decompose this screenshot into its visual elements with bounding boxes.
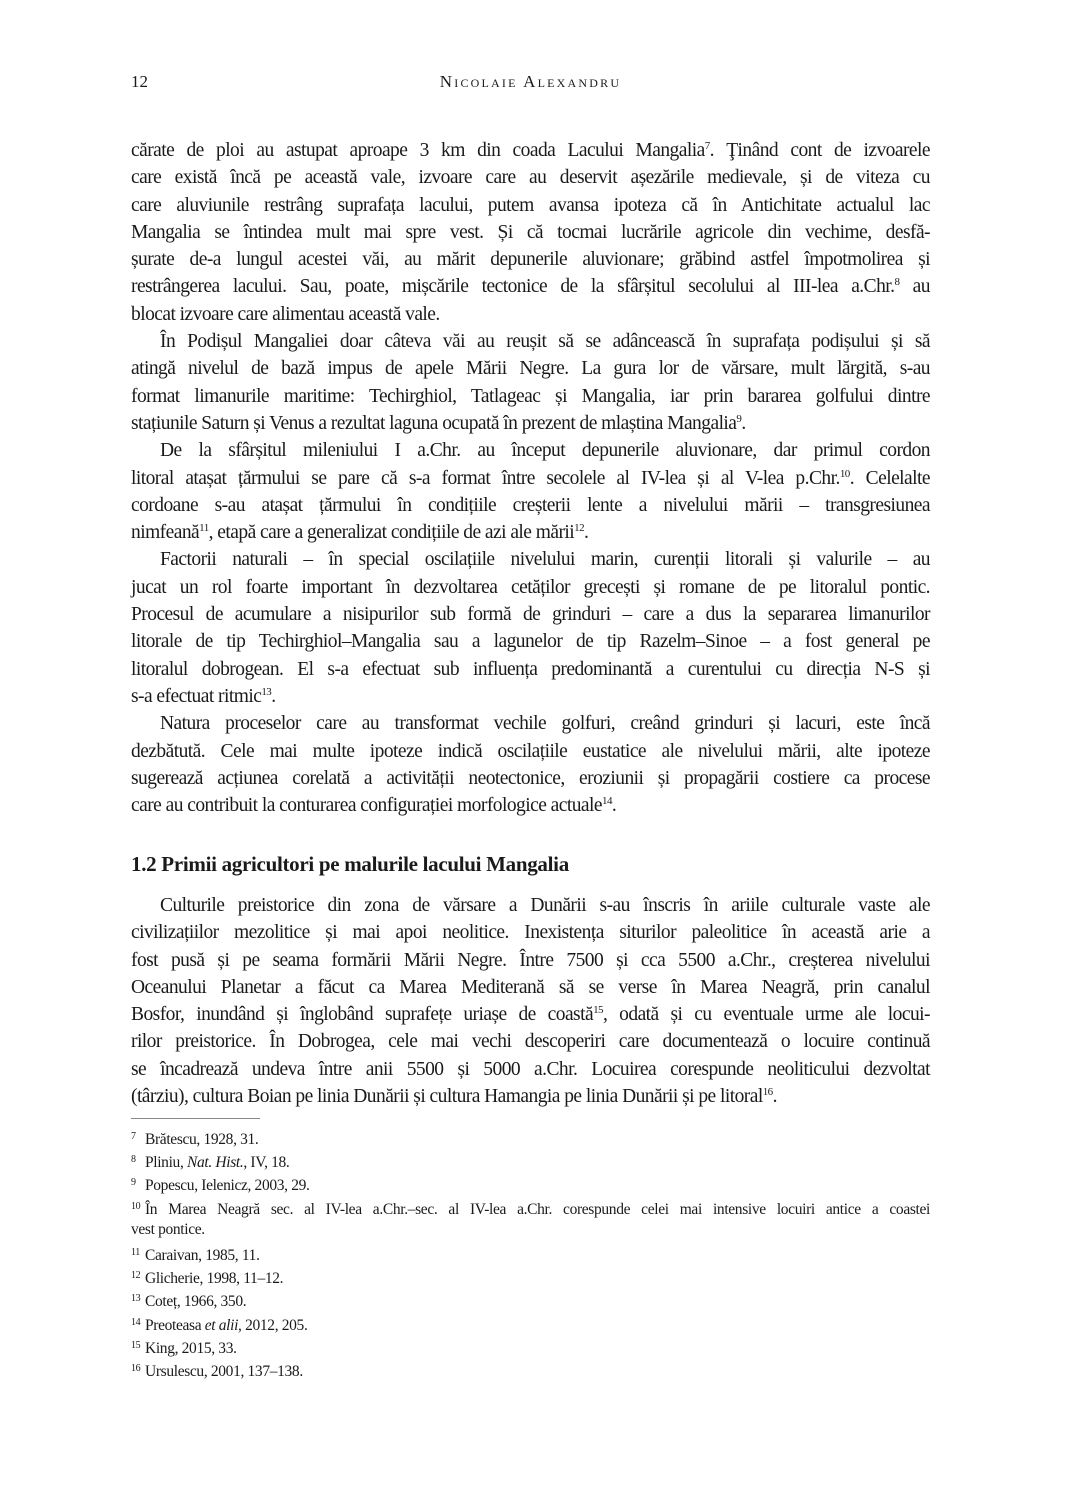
footnotes (131, 1125, 930, 1380)
footnote-reference[interactable]: 11 (199, 522, 209, 535)
footnote-reference[interactable]: 10 (839, 467, 850, 480)
footnote: 7 Brătescu, 1928, 31. (131, 1125, 930, 1148)
footnote-number: 16 (131, 1362, 141, 1374)
text-line: civilizațiilor mezolitice și mai apoi neolitice. Inexistența siturilor paleolitice în această arie a (131, 922, 930, 944)
text-line: Bosfor, inundând și înglobând suprafețe uriașe de coastă$^{15}$, odată și cu eventuale urme ale locui- (131, 1004, 930, 1026)
footnote: 16 Ursulescu, 2001, 137–138. (131, 1357, 930, 1380)
text-line: Natura proceselor care au transformat vechile golfuri, creând grinduri și lacuri, este încă (160, 713, 930, 735)
footnote-number: 15 (131, 1339, 141, 1351)
text-line: care aluviunile restrâng suprafața lacului, putem avansa ipoteza că în Antichitate actualul lac (131, 194, 930, 216)
text-line: dezbătută. Cele mai multe ipoteze indică oscilațiile eustatice ale nivelului mării, alte ipoteze (131, 740, 930, 762)
footnote-continuation: vest pontice. (131, 1220, 205, 1238)
footnote-number: 10 (131, 1200, 141, 1212)
running-header (131, 70, 930, 96)
body-text-section-2 (131, 892, 930, 1110)
footnote: 14 Preoteasa et alii, 2012, 205. (131, 1311, 930, 1334)
text-line: blocat izvoare care alimentau această vale. (131, 303, 440, 325)
text-line: stațiunile Saturn și Venus a rezultat laguna ocupată în prezent de mlaștina Mangalia$^9$. (131, 412, 746, 434)
footnote: 8 Pliniu, Nat. Hist., IV, 18. (131, 1148, 930, 1171)
text-line: Factorii naturali – în special oscilațiile nivelului marin, curenții litorali și valurile – au (160, 549, 930, 571)
footnote: 10 În Marea Neagră sec. al IV-lea a.Chr.–sec. al IV-lea a.Chr. corespunde celei mai intensive locuiri antice a coastei (131, 1195, 930, 1218)
text-line: litorale de tip Techirghiol–Mangalia sau a lagunelor de tip Razelm–Sinoe – a fost general pe (131, 631, 930, 653)
text-line: litoralul dobrogean. El s-a efectuat sub influența predominantă a curentului cu direcția N-S și (131, 658, 930, 680)
text-line: sugerează acțiunea corelată a activității neotectonice, eroziunii și propagării costiere ca procese (131, 767, 930, 789)
text-line: care există încă pe această vale, izvoare care au deservit așezările medievale, și de viteza cu (131, 167, 930, 189)
footnote-reference[interactable]: 15 (593, 1004, 603, 1017)
text-line: Oceanului Planetar a făcut ca Marea Mediterană să se verse în Marea Neagră, prin canalul (131, 976, 930, 998)
footnote-number: 13 (131, 1293, 141, 1305)
text-line: În Podișul Mangaliei doar câteva văi au reușit să se adâncească în suprafața podișului și să (160, 331, 930, 353)
text-line: restrângerea lacului. Sau, poate, mișcările tectonice de la sfârșitul secolului al III-lea a.Chr.$^8$ au (131, 276, 930, 298)
running-header-author: Nicolaie Alexandru (439, 72, 622, 91)
text-line: cărate de ploi au astupat aproape 3 km din coada Lacului Mangalia$^7$. Ţinând cont de izvoarele (131, 140, 930, 161)
footnote-reference[interactable]: 8 (894, 276, 900, 289)
footnote: 13 Coteț, 1966, 350. (131, 1287, 930, 1310)
text-line: șurate de-a lungul acestei văi, au mărit depunerile aluvionare; grăbind astfel împotmolirea și (131, 249, 930, 271)
text-line: Culturile preistorice din zona de vărsare a Dunării s-au înscris în ariile culturale vaste ale (160, 895, 930, 916)
footnote-reference[interactable]: 14 (602, 795, 612, 808)
footnote: 12 Glicherie, 1998, 11–12. (131, 1264, 930, 1287)
footnote-separator (131, 1118, 260, 1119)
footnote-reference[interactable]: 16 (762, 1086, 773, 1099)
text-line: (târziu), cultura Boian pe linia Dunării și cultura Hamangia pe linia Dunării și pe litoral$^{16}$. (131, 1086, 777, 1108)
footnote-number: 7 (131, 1131, 136, 1142)
text-line: Mangalia se întindea mult mai spre vest. Și că tocmai lucrările agricole din vechime, desfă- (131, 221, 930, 243)
text-line: rilor preistorice. În Dobrogea, cele mai vechi descoperiri care documentează o locuire continuă (131, 1031, 930, 1053)
footnote-number: 14 (131, 1316, 141, 1328)
footnote: 11 Caraivan, 1985, 11. (131, 1241, 930, 1264)
text-line: s-a efectuat ritmic$^{13}$. (131, 685, 276, 707)
text-line: cordoane s-au atașat țărmului în condițiile creșterii lente a nivelului mării – transgresiunea (131, 494, 930, 516)
footnote-reference[interactable]: 12 (574, 522, 585, 535)
footnote-reference[interactable]: 7 (704, 140, 710, 152)
footnote: 15 King, 2015, 33. (131, 1334, 930, 1357)
text-line: De la sfârșitul mileniului I a.Chr. au început depunerile aluvionare, dar primul cordon (160, 440, 930, 462)
footnote-reference[interactable]: 13 (261, 685, 272, 698)
section-heading: 1.2 Primii agricultori pe malurile lacului Mangalia (131, 852, 569, 876)
footnote-number: 12 (131, 1270, 141, 1282)
footnote-reference[interactable]: 9 (736, 412, 742, 425)
footnote-number: 11 (131, 1246, 140, 1258)
text-line: fost pusă și pe seama formării Mării Negre. Între 7500 și cca 5500 a.Chr., creșterea nivelului (131, 949, 930, 971)
footnote: 9 Popescu, Ielenicz, 2003, 29. (131, 1171, 930, 1194)
text-line: litoral atașat țărmului se pare că s-a format între secolele al IV-lea și al V-lea p.Chr.$^{10}$. Celelalte (131, 467, 930, 489)
text-line: nimfeană$^{11}$, etapă care a generalizat condițiile de azi ale mării$^{12}$. (131, 522, 589, 544)
text-line: atingă nivelul de bază impus de apele Mării Negre. La gura lor de vărsare, mult lărgită, s-au (131, 358, 930, 380)
text-line: se încadrează undeva între anii 5500 și 5000 a.Chr. Locuirea corespunde neoliticului dezvoltat (131, 1058, 930, 1080)
footnote-number: 8 (131, 1154, 136, 1166)
text-line: format limanurile maritime: Techirghiol, Tatlageac și Mangalia, iar prin bararea golfului dintre (131, 385, 930, 407)
text-line: jucat un rol foarte important în dezvoltarea cetăților grecești și romane de pe litoralul pontic. (131, 576, 930, 598)
page-number: 12 (131, 72, 148, 91)
body-text-section-1 (131, 137, 930, 819)
footnote-number: 9 (131, 1177, 136, 1189)
text-line: care au contribuit la conturarea configurației morfologice actuale$^{14}$. (131, 795, 617, 817)
text-line: Procesul de acumulare a nisipurilor sub formă de grinduri – care a dus la separarea limanurilor (131, 604, 930, 626)
